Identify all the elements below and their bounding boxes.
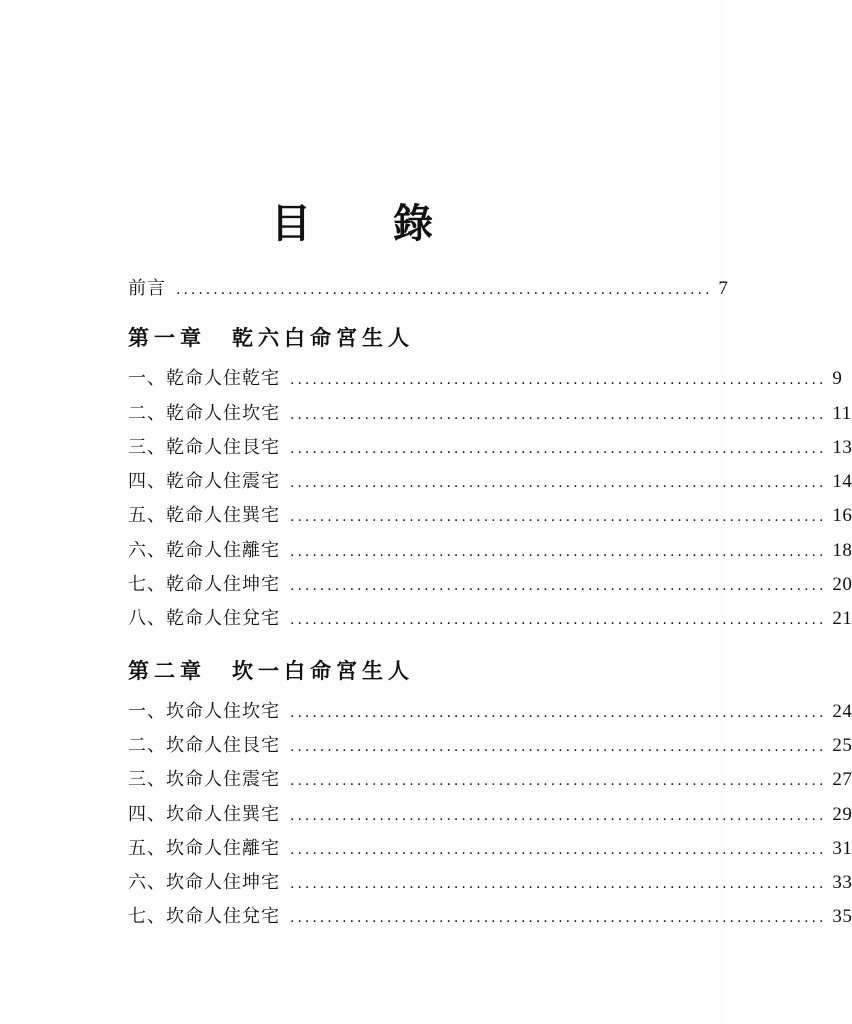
toc-entry[interactable] bbox=[128, 765, 852, 799]
toc-entry-label: 四、乾命人住震宅 bbox=[128, 471, 280, 493]
toc-entry[interactable] bbox=[128, 868, 852, 902]
dot-leader: ........................................................................ bbox=[290, 406, 827, 423]
toc-entry[interactable] bbox=[128, 399, 852, 433]
toc-page-number: 21 bbox=[832, 608, 852, 630]
chapter-heading-1[interactable] bbox=[128, 322, 570, 364]
toc-entry-label: 六、乾命人住離宅 bbox=[128, 539, 280, 561]
toc-page-number: 7 bbox=[718, 278, 729, 299]
toc-entry[interactable] bbox=[128, 433, 852, 467]
toc-page-number: 31 bbox=[832, 837, 852, 859]
toc-entry[interactable] bbox=[128, 604, 852, 638]
toc-page-number: 18 bbox=[832, 539, 852, 561]
chapter-title: 坎一白命宮生人 bbox=[232, 657, 414, 683]
chapter-heading-2[interactable] bbox=[128, 655, 570, 697]
toc-entry[interactable] bbox=[128, 467, 852, 501]
toc-entry-label: 一、乾命人住乾宅 bbox=[128, 368, 280, 390]
toc-entry-label: 七、乾命人住坤宅 bbox=[128, 574, 280, 596]
toc-entry-label: 二、坎命人住艮宅 bbox=[128, 734, 280, 756]
toc-page-number: 24 bbox=[832, 700, 852, 722]
toc-entry-label: 二、乾命人住坎宅 bbox=[128, 402, 280, 424]
chapter-1-entries bbox=[128, 364, 852, 638]
toc-entry[interactable] bbox=[128, 697, 852, 731]
dot-leader: ........................................................................ bbox=[290, 876, 827, 893]
toc-page-number: 29 bbox=[832, 803, 852, 825]
chapter-title: 乾六白命宮生人 bbox=[232, 325, 414, 351]
toc-page-number: 14 bbox=[832, 471, 852, 493]
toc-entry-label: 八、乾命人住兌宅 bbox=[128, 608, 280, 630]
toc-entry[interactable] bbox=[128, 364, 843, 398]
toc-entry[interactable] bbox=[128, 536, 852, 570]
dot-leader: ........................................................................ bbox=[290, 578, 827, 595]
chapter-2-entries bbox=[128, 697, 852, 937]
toc-entry-label: 三、乾命人住艮宅 bbox=[128, 436, 280, 458]
dot-leader: ........................................................................ bbox=[290, 509, 827, 526]
toc-entry[interactable] bbox=[128, 800, 852, 834]
toc-page-number: 11 bbox=[832, 402, 852, 424]
table-of-contents bbox=[128, 274, 852, 937]
dot-leader: ........................................................................ bbox=[290, 773, 827, 790]
toc-entry[interactable] bbox=[128, 570, 852, 604]
dot-leader: ........................................................................ bbox=[176, 282, 713, 298]
toc-entry-label: 三、坎命人住震宅 bbox=[128, 769, 280, 791]
toc-page-number: 35 bbox=[832, 906, 852, 928]
toc-page-number: 20 bbox=[832, 574, 852, 596]
toc-page-number: 27 bbox=[832, 769, 852, 791]
toc-page-number: 9 bbox=[832, 368, 843, 390]
toc-entry-preface[interactable] bbox=[128, 274, 729, 308]
toc-page-number: 33 bbox=[832, 872, 852, 894]
toc-page-number: 13 bbox=[832, 436, 852, 458]
toc-entry-label: 六、坎命人住坤宅 bbox=[128, 872, 280, 894]
dot-leader: ........................................................................ bbox=[290, 807, 827, 824]
toc-entry[interactable] bbox=[128, 902, 852, 936]
dot-leader: ........................................................................ bbox=[290, 841, 827, 858]
toc-entry-label: 前言 bbox=[128, 278, 166, 299]
toc-entry-label: 五、乾命人住巽宅 bbox=[128, 505, 280, 527]
chapter-number: 第二章 bbox=[128, 657, 206, 683]
dot-leader: ........................................................................ bbox=[290, 440, 827, 457]
dot-leader: ........................................................................ bbox=[290, 543, 827, 560]
toc-page-number: 16 bbox=[832, 505, 852, 527]
toc-entry[interactable] bbox=[128, 731, 852, 765]
toc-entry-label: 七、坎命人住兌宅 bbox=[128, 906, 280, 928]
toc-entry-label: 四、坎命人住巽宅 bbox=[128, 803, 280, 825]
page-title: 目 錄 bbox=[271, 200, 467, 247]
dot-leader: ........................................................................ bbox=[290, 704, 827, 721]
dot-leader: ........................................................................ bbox=[290, 475, 827, 492]
toc-entry[interactable] bbox=[128, 501, 852, 535]
chapter-number: 第一章 bbox=[128, 325, 206, 351]
toc-entry[interactable] bbox=[128, 834, 852, 868]
toc-entry-label: 五、坎命人住離宅 bbox=[128, 837, 280, 859]
toc-page-number: 25 bbox=[832, 734, 852, 756]
dot-leader: ........................................................................ bbox=[290, 372, 827, 389]
dot-leader: ........................................................................ bbox=[290, 738, 827, 755]
dot-leader: ........................................................................ bbox=[290, 612, 827, 629]
dot-leader: ........................................................................ bbox=[290, 910, 827, 927]
toc-entry-label: 一、坎命人住坎宅 bbox=[128, 700, 280, 722]
